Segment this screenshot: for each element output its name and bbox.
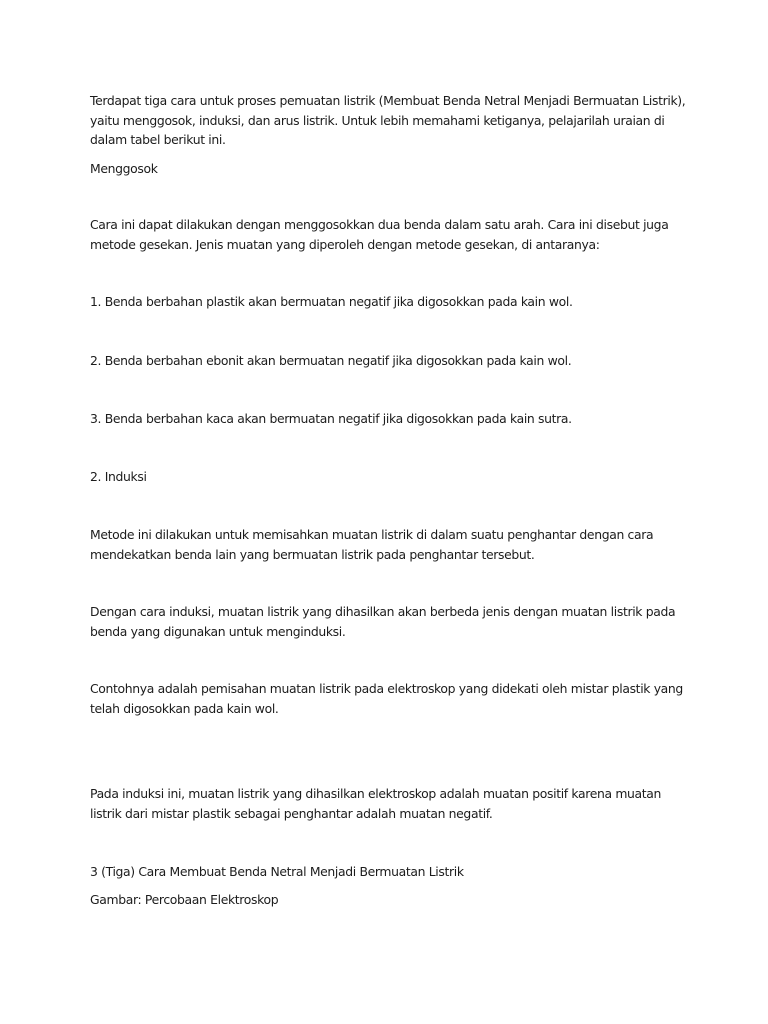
intro-paragraph: Terdapat tiga cara untuk proses pemuatan listrik (Membuat Benda Netral Menjadi Bermuatan Listrik), yaitu menggosok, induksi, dan arus listrik. Untuk lebih memahami ketiganya, pelajarilah uraian di dalam tabel berikut ini.: [90, 93, 686, 147]
induksi-result: Dengan cara induksi, muatan listrik yang dihasilkan akan berbeda jenis dengan muatan listrik pada benda yang digunakan untuk menginduksi.: [90, 604, 676, 639]
induksi-explanation: Pada induksi ini, muatan listrik yang dihasilkan elektroskop adalah muatan positif karena muatan listrik dari mistar plastik sebagai penghantar adalah muatan negatif.: [90, 786, 662, 821]
figure-caption: Gambar: Percobaan Elektroskop: [90, 892, 279, 907]
menggosok-description: Cara ini dapat dilakukan dengan menggosokkan dua benda dalam satu arah. Cara ini disebut juga metode gesekan. Jenis muatan yang diperoleh dengan metode gesekan, di antaranya:: [90, 217, 669, 252]
list-item-kaca: 3. Benda berbahan kaca akan bermuatan negatif jika digosokkan pada kain sutra.: [90, 411, 572, 426]
induksi-description: Metode ini dilakukan untuk memisahkan muatan listrik di dalam suatu penghantar dengan cara mendekatkan benda lain yang bermuatan listrik pada penghantar tersebut.: [90, 527, 654, 562]
list-item-plastik: 1. Benda berbahan plastik akan bermuatan negatif jika digosokkan pada kain wol.: [90, 294, 573, 309]
heading-menggosok: Menggosok: [90, 161, 158, 176]
section-heading-tiga-cara: 3 (Tiga) Cara Membuat Benda Netral Menjadi Bermuatan Listrik: [90, 864, 464, 879]
heading-induksi: 2. Induksi: [90, 469, 147, 484]
induksi-example: Contohnya adalah pemisahan muatan listrik pada elektroskop yang didekati oleh mistar plastik yang telah digosokkan pada kain wol.: [90, 681, 683, 716]
list-item-ebonit: 2. Benda berbahan ebonit akan bermuatan negatif jika digosokkan pada kain wol.: [90, 353, 572, 368]
